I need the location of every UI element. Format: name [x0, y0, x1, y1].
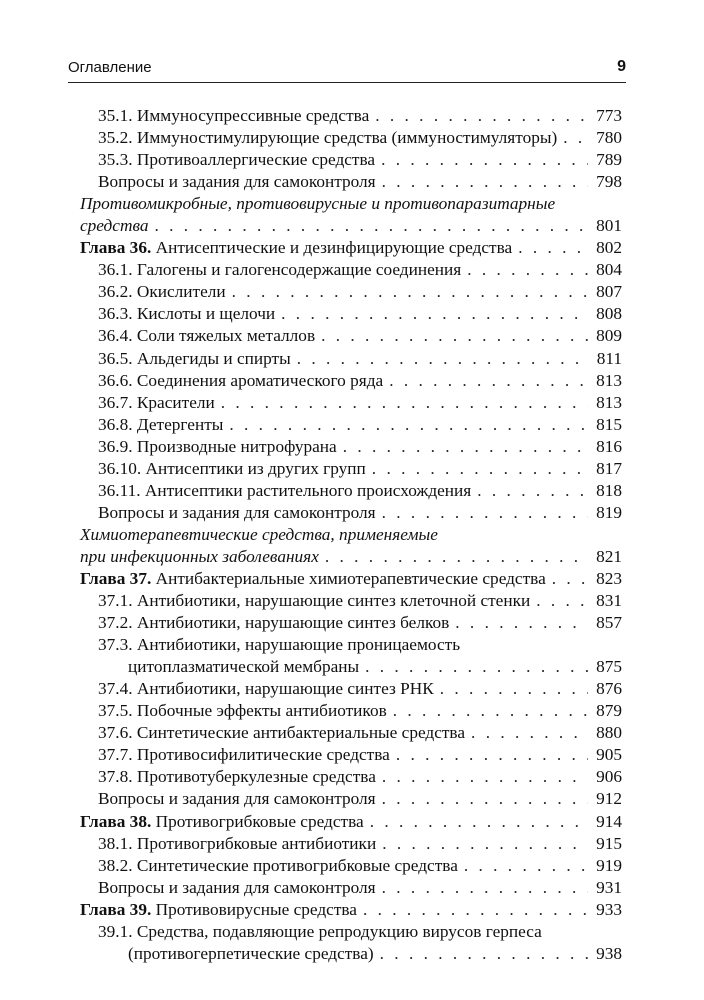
toc-subentry — [80, 348, 622, 370]
toc-entry-label: 37.2. Антибиотики, нарушающие синтез белков — [98, 613, 450, 633]
chapter-title: Антисептические и дезинфицирующие средства — [151, 238, 513, 258]
toc-subentry — [80, 612, 622, 634]
toc-entry-label: 35.2. Иммуностимулирующие средства (иммуностимуляторы) — [98, 128, 558, 148]
dot-leader — [440, 678, 588, 700]
toc-page-number: 815 — [596, 414, 622, 434]
toc-page-number: 816 — [596, 436, 622, 456]
toc-subentry — [80, 325, 622, 347]
dot-leader — [471, 722, 588, 744]
chapter-number: Глава 37. — [80, 568, 152, 588]
dot-leader — [455, 612, 588, 634]
toc-entry-label: 36.4. Соли тяжелых металлов — [98, 326, 316, 346]
chapter-number: Глава 36. — [80, 238, 152, 258]
toc-entry-label: 35.1. Иммуносупрессивные средства — [98, 106, 370, 125]
toc-section-heading — [80, 546, 622, 568]
dot-leader — [382, 877, 588, 899]
dot-leader — [393, 700, 588, 722]
toc-subentry — [80, 921, 622, 943]
toc-entry-label: 37.5. Побочные эффекты антибиотиков — [98, 701, 387, 721]
dot-leader — [370, 811, 588, 833]
toc-page-number: 919 — [596, 855, 622, 875]
toc-entry-label: Химиотерапевтические средства, применяемые — [80, 524, 438, 544]
toc-page-number: 905 — [596, 745, 622, 765]
toc-entry-label: 36.11. Антисептики растительного происхождения — [98, 480, 472, 500]
toc-entry-continuation — [80, 943, 622, 965]
toc-subentry — [80, 149, 622, 171]
toc-entry-label: 39.1. Средства, подавляющие репродукцию вирусов герпеса — [98, 921, 542, 941]
toc-page-number: 813 — [596, 392, 622, 412]
running-header-title: Оглавление — [68, 59, 152, 76]
toc-subentry — [80, 458, 622, 480]
dot-leader — [380, 943, 588, 965]
toc-subentry — [80, 634, 622, 656]
dot-leader — [518, 237, 588, 259]
toc-entry-label: 37.7. Противосифилитические средства — [98, 745, 390, 765]
toc-entry-label: 36.5. Альдегиды и спирты — [98, 348, 291, 368]
toc-subentry — [80, 480, 622, 502]
toc-page-number: 804 — [596, 260, 622, 280]
dot-leader — [221, 392, 588, 414]
toc-subentry — [80, 590, 622, 612]
toc-chapter-entry — [80, 237, 622, 259]
toc-page-number: 875 — [596, 657, 622, 677]
toc-chapter-entry — [80, 811, 622, 833]
toc-page-number: 912 — [596, 789, 622, 809]
toc-page-number: 906 — [596, 767, 622, 787]
toc-entry-label: цитоплазматической мембраны — [128, 657, 360, 677]
dot-leader — [343, 436, 588, 458]
dot-leader — [536, 590, 588, 612]
dot-leader — [382, 171, 588, 193]
dot-leader — [372, 458, 588, 480]
toc-subentry — [80, 833, 622, 855]
toc-subentry — [80, 127, 622, 149]
toc-page-number: 857 — [596, 613, 622, 633]
toc-entry-label: при инфекционных заболеваниях — [80, 546, 319, 566]
toc-page-number: 801 — [596, 216, 622, 236]
dot-leader — [382, 788, 588, 810]
toc-entry-label: Противомикробные, противовирусные и противопаразитарные — [80, 194, 556, 214]
toc-subentry — [80, 744, 622, 766]
toc-subentry — [80, 877, 622, 899]
toc-section-heading — [80, 524, 622, 546]
dot-leader — [321, 325, 588, 347]
toc-page-number: 780 — [596, 128, 622, 148]
toc-subentry — [80, 303, 622, 325]
toc-chapter-entry — [80, 899, 622, 921]
toc-entry-label — [80, 568, 546, 590]
toc-entry-label: 36.3. Кислоты и щелочи — [98, 304, 276, 324]
toc-entry-label — [80, 899, 357, 921]
chapter-title: Противогрибковые средства — [151, 811, 364, 831]
toc-subentry — [80, 105, 622, 127]
toc-entry-continuation — [80, 656, 622, 678]
toc-page-number: 807 — [596, 282, 622, 302]
toc-page-number: 914 — [596, 811, 622, 831]
toc-page-number: 879 — [596, 701, 622, 721]
toc-subentry — [80, 855, 622, 877]
toc-entry-label: 36.1. Галогены и галогенсодержащие соединения — [98, 260, 462, 280]
toc-page-number: 876 — [596, 679, 622, 699]
toc-entry-label: Вопросы и задания для самоконтроля — [98, 789, 376, 809]
toc-page-number: 818 — [596, 480, 622, 500]
dot-leader — [552, 568, 588, 590]
toc-entry-label: 36.10. Антисептики из других групп — [98, 458, 366, 478]
toc-entry-label — [80, 237, 512, 259]
toc-subentry — [80, 281, 622, 303]
toc-page-number: 809 — [596, 326, 622, 346]
page-number: 9 — [617, 58, 626, 75]
toc-subentry — [80, 766, 622, 788]
dot-leader — [297, 348, 588, 370]
toc-page-number: 802 — [596, 238, 622, 258]
toc-entry-label: 37.6. Синтетические антибактериальные средства — [98, 723, 466, 743]
dot-leader — [467, 259, 588, 281]
toc-page-number: 808 — [596, 304, 622, 324]
dot-leader — [382, 833, 588, 855]
toc-page-number: 915 — [596, 833, 622, 853]
toc-subentry — [80, 700, 622, 722]
toc-entry-label: 37.8. Противотуберкулезные средства — [98, 767, 376, 787]
toc-subentry — [80, 171, 622, 193]
toc-entry-label: 37.1. Антибиотики, нарушающие синтез клеточной стенки — [98, 591, 531, 611]
dot-leader — [229, 414, 588, 436]
chapter-number: Глава 38. — [80, 811, 152, 831]
toc-page-number: 819 — [596, 502, 622, 522]
toc-page-number: 931 — [596, 877, 622, 897]
toc-page-number: 938 — [596, 943, 622, 963]
toc-subentry — [80, 414, 622, 436]
toc-page-number: 821 — [596, 546, 622, 566]
toc-section-heading — [80, 215, 622, 237]
toc-subentry — [80, 678, 622, 700]
table-of-contents — [80, 105, 622, 965]
toc-subentry — [80, 392, 622, 414]
dot-leader — [365, 656, 588, 678]
dot-leader — [154, 215, 588, 237]
chapter-number: Глава 39. — [80, 899, 152, 919]
dot-leader — [396, 744, 588, 766]
toc-page-number: 831 — [596, 591, 622, 611]
toc-entry-label: 36.7. Красители — [98, 392, 215, 412]
toc-page-number: 811 — [596, 348, 622, 368]
toc-entry-label — [80, 811, 364, 833]
dot-leader — [363, 899, 588, 921]
toc-entry-label: Вопросы и задания для самоконтроля — [98, 172, 376, 192]
toc-entry-label: 35.3. Противоаллергические средства — [98, 150, 376, 170]
toc-chapter-entry — [80, 568, 622, 590]
dot-leader — [477, 480, 588, 502]
toc-entry-label: 36.6. Соединения ароматического ряда — [98, 370, 384, 390]
toc-entry-label: Вопросы и задания для самоконтроля — [98, 502, 376, 522]
toc-page-number: 773 — [596, 106, 622, 125]
chapter-title: Антибактериальные химиотерапевтические средства — [151, 568, 546, 588]
toc-entry-label: 36.8. Детергенты — [98, 414, 224, 434]
toc-page-number: 813 — [596, 370, 622, 390]
toc-subentry — [80, 370, 622, 392]
dot-leader — [382, 502, 588, 524]
toc-subentry — [80, 502, 622, 524]
dot-leader — [281, 303, 588, 325]
toc-subentry — [80, 788, 622, 810]
toc-page-number: 789 — [596, 150, 622, 170]
toc-page-number: 817 — [596, 458, 622, 478]
dot-leader — [375, 105, 588, 127]
toc-subentry — [80, 722, 622, 744]
dot-leader — [325, 546, 588, 568]
toc-subentry — [80, 259, 622, 281]
toc-entry-label: 37.4. Антибиотики, нарушающие синтез РНК — [98, 679, 434, 699]
toc-page-number: 933 — [596, 899, 622, 919]
toc-entry-label: средства — [80, 216, 149, 236]
dot-leader — [382, 766, 588, 788]
header-rule — [68, 82, 626, 83]
dot-leader — [464, 855, 588, 877]
toc-entry-label: Вопросы и задания для самоконтроля — [98, 877, 376, 897]
dot-leader — [381, 149, 588, 171]
toc-entry-label: (противогерпетические средства) — [128, 943, 374, 963]
toc-entry-label: 38.1. Противогрибковые антибиотики — [98, 833, 377, 853]
toc-entry-label: 37.3. Антибиотики, нарушающие проницаемость — [98, 635, 461, 655]
toc-subentry — [80, 436, 622, 458]
toc-section-heading — [80, 193, 622, 215]
toc-entry-label: 36.2. Окислители — [98, 282, 226, 302]
toc-entry-label: 38.2. Синтетические противогрибковые средства — [98, 855, 458, 875]
toc-page-number: 880 — [596, 723, 622, 743]
toc-page-number: 823 — [596, 568, 622, 588]
dot-leader — [232, 281, 588, 303]
running-header — [68, 58, 626, 80]
dot-leader — [389, 370, 588, 392]
chapter-title: Противовирусные средства — [151, 899, 357, 919]
toc-entry-label: 36.9. Производные нитрофурана — [98, 436, 337, 456]
toc-page-number: 798 — [596, 172, 622, 192]
dot-leader — [563, 127, 588, 149]
